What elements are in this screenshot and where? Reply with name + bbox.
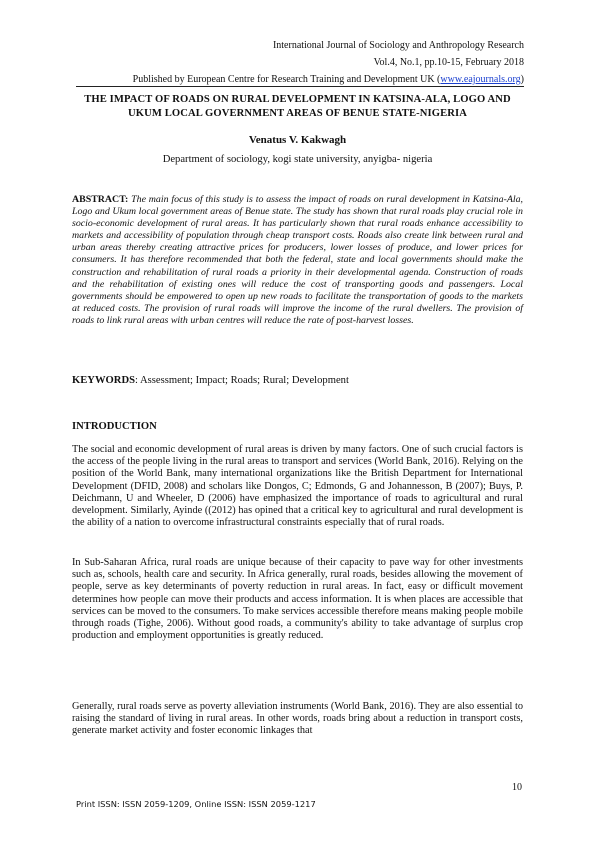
journal-website-link[interactable]: www.eajournals.org xyxy=(440,74,521,85)
keywords-text: : Assessment; Impact; Roads; Rural; Development xyxy=(134,375,349,386)
paragraph: The social and economic development of rural areas is driven by many factors. One of such crucial factors is the access of the people living in the rural areas to transport and services (World Bank, 2016). Relying on the position of the World Bank, many international organizations like the British Department for International Development (DFID, 2008) and scholars like Dongos, C; Edmonds, G and Johannesson, B (2007); Buys, P. Deichmann, U and Wheeler, D (2006) have emphasized the importance of roads to agricultural and rural development. Similarly, Ayinde ((2012) has opined that a critical key to agricultural and rural development is the ability of a nation to overcome infrastructural constraints especially that of rural roads. xyxy=(72,444,523,529)
abstract xyxy=(72,194,523,327)
paragraph: In Sub-Saharan Africa, rural roads are unique because of their capacity to pave way for other investments such as, schools, health care and security. In Africa generally, rural roads, besides allowing the movement of people, serve as key determinants of poverty reduction in rural areas. In fact, easy or difficult movement determines how people can move their products and access information. It is when places are accessible that services can be moved to the consumers. To make services accessible therefore means making people mobile through roads (Tighe, 2006). Without good roads, a community's ability to take advantage of surplus crop production and employment opportunities is greatly reduced. xyxy=(72,557,523,642)
keywords-label: KEYWORDS xyxy=(72,375,135,386)
header-divider xyxy=(76,86,524,87)
publisher-close: ) xyxy=(520,74,524,85)
paragraph: Generally, rural roads serve as poverty alleviation instruments (World Bank, 2016). They are also essential to raising the standard of living in rural areas. In other words, roads bring about a reduction in transport costs, generate market activity and foster economic linkages that xyxy=(72,701,523,737)
article-author: Venatus V. Kakwagh xyxy=(248,134,347,146)
author-affiliation: Department of sociology, kogi state university, anyigba- nigeria xyxy=(162,154,433,165)
section-heading-introduction: INTRODUCTION xyxy=(72,421,157,432)
keywords xyxy=(72,375,523,386)
abstract-text: The main focus of this study is to assess the impact of roads on rural development in Katsina-Ala, Logo and Ukum local government areas of Benue state. The study has shown that rural roads play crucial role in socio-economic development of rural areas. It has particularly shown that rural roads enhance accessibility to markets and accessibility of population through cheap transport costs. Roads also create link between rural and urban areas thereby creating attractive prices for producers, lower losses of produce, and lower prices for consumers. It has therefore recommended that both the federal, state and local governments should make the construction and rehabilitation of rural roads a priority in their developmental agenda. Construction of roads and the rehabilitation of existing ones will reduce the cost of transporting goods and passengers. Local governments should be empowered to open up new roads to facilitate the transportation of goods to the markets at reduced costs. The provision of rural roads will improve the income of the rural dwellers. The provision of roads to link rural areas with urban centres will reduce the rate of post-harvest losses. xyxy=(72,194,524,326)
article-title: THE IMPACT OF ROADS ON RURAL DEVELOPMENT IN KATSINA-ALA, LOGO AND UKUM LOCAL GOVERNMENT AREAS OF BENUE STATE-NIGERIA xyxy=(84,94,511,119)
publisher-text: Published by European Centre for Research Training and Development UK ( xyxy=(132,74,441,85)
publisher-line xyxy=(133,74,524,86)
journal-name: International Journal of Sociology and Anthropology Research xyxy=(272,40,524,51)
abstract-label: ABSTRACT: xyxy=(72,194,129,205)
journal-issue: Vol.4, No.1, pp.10-15, February 2018 xyxy=(373,57,524,68)
page-number: 10 xyxy=(512,782,522,793)
issn-footer: Print ISSN: ISSN 2059-1209, Online ISSN: ISSN 2059-1217 xyxy=(76,799,316,809)
